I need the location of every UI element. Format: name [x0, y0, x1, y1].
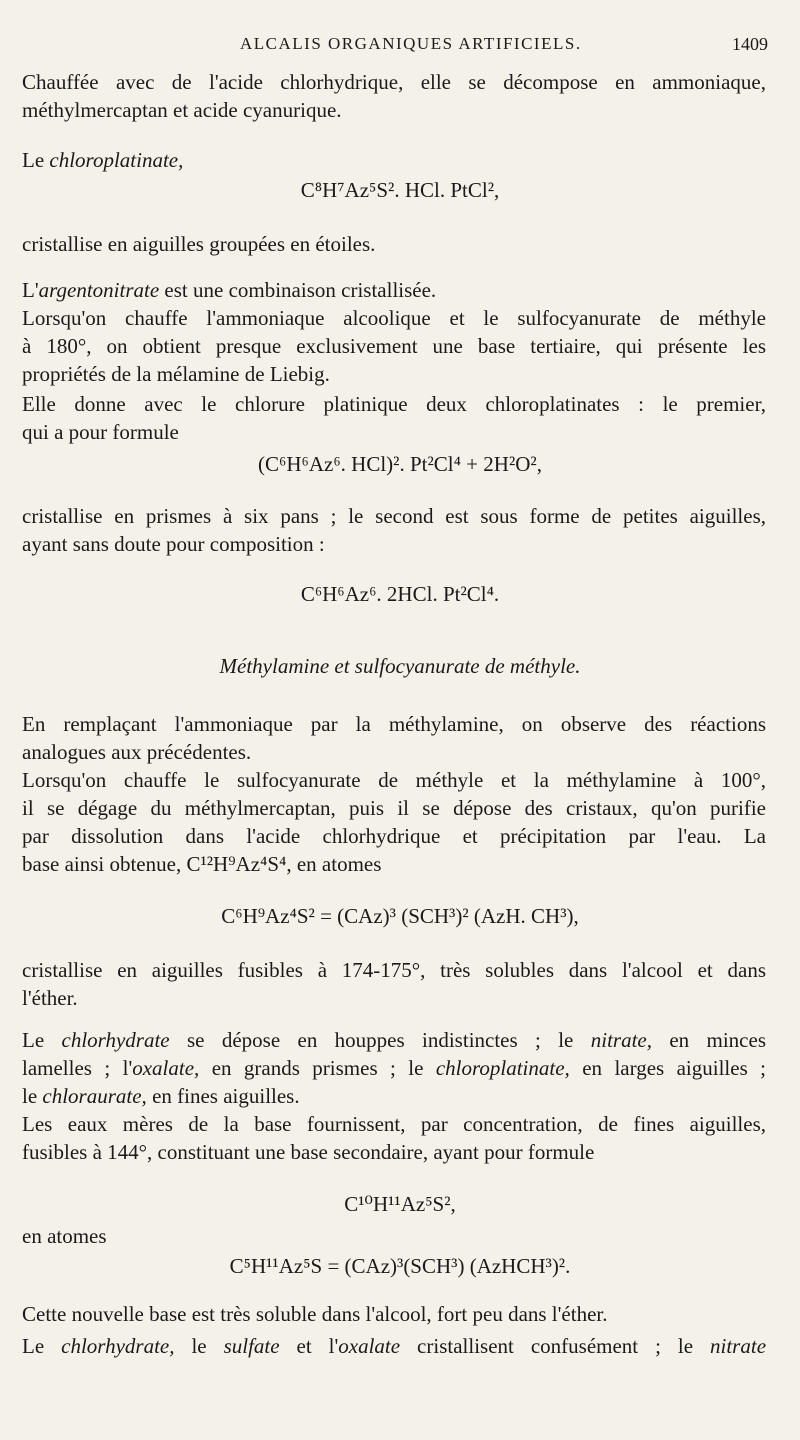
formula: (C⁶H⁶Az⁶. HCl)². Pt²Cl⁴ + 2H²O², — [258, 452, 542, 476]
formula: C⁵H¹¹Az⁵S = (CAz)³(SCH³) (AzHCH³)². — [229, 1254, 571, 1278]
italic-term: chloroplatinate, — [435, 1056, 570, 1080]
text-line: l'éther. — [22, 986, 78, 1010]
text-span: le — [22, 1084, 43, 1108]
italic-term: chlorhydrate — [61, 1028, 170, 1052]
text-span: Le — [22, 1028, 62, 1052]
text-line: en atomes — [22, 1224, 107, 1248]
text-line: Lorsqu'on chauffe le sulfocyanurate de méthyle et la méthylamine à 100°, — [22, 768, 766, 792]
text-line: à 180°, on obtient presque exclusivement une base tertiaire, qui présente les — [22, 334, 766, 358]
text-span: en grands prismes ; le — [199, 1056, 436, 1080]
text-line: cristallise en prismes à six pans ; le second est sous forme de petites aiguilles, — [22, 504, 766, 528]
italic-term: nitrate, — [590, 1028, 652, 1052]
text-span: L' — [22, 278, 39, 302]
text-line: fusibles à 144°, constituant une base secondaire, ayant pour formule — [22, 1140, 595, 1164]
italic-term: oxalate, — [132, 1056, 200, 1080]
formula: C¹⁰H¹¹Az⁵S², — [344, 1192, 456, 1216]
text-line: par dissolution dans l'acide chlorhydrique et précipitation par l'eau. La — [22, 824, 766, 848]
text-span: cristallisent confusément ; le — [400, 1334, 711, 1358]
italic-term: oxalate — [338, 1334, 401, 1358]
text-span: Le — [22, 1334, 62, 1358]
text-line: Cette nouvelle base est très soluble dans l'alcool, fort peu dans l'éther. — [22, 1302, 608, 1326]
page-header — [0, 34, 800, 58]
italic-term: argentonitrate — [38, 278, 160, 302]
text-line: cristallise en aiguilles fusibles à 174-175°, très solubles dans l'alcool et dans — [22, 958, 766, 982]
page-number: 1409 — [732, 34, 768, 54]
text-line: base ainsi obtenue, C¹²H⁹Az⁴S⁴, en atomes — [22, 852, 382, 876]
formula: C⁸H⁷Az⁵S². HCl. PtCl², — [300, 178, 500, 202]
text-line: Chauffée avec de l'acide chlorhydrique, elle se décompose en ammoniaque, — [22, 70, 766, 94]
italic-term: chloroplatinate, — [49, 148, 184, 172]
text-span: le — [174, 1334, 224, 1358]
text-line — [22, 1332, 766, 1360]
formula: C⁶H⁶Az⁶. 2HCl. Pt²Cl⁴. — [300, 582, 500, 606]
text-line: En remplaçant l'ammoniaque par la méthylamine, on observe des réactions — [22, 712, 766, 736]
text-span: en fines aiguilles. — [146, 1084, 300, 1108]
text-line: Les eaux mères de la base fournissent, par concentration, de fines aiguilles, — [22, 1112, 766, 1136]
italic-term: nitrate — [710, 1334, 767, 1358]
text-line: Lorsqu'on chauffe l'ammoniaque alcoolique et le sulfocyanurate de méthyle — [22, 306, 766, 330]
text-line: cristallise en aiguilles groupées en étoiles. — [22, 232, 376, 256]
italic-term: chlorhydrate, — [61, 1334, 175, 1358]
text-line: ayant sans doute pour composition : — [22, 532, 325, 556]
text-span: en larges aiguilles ; — [569, 1056, 766, 1080]
text-line: analogues aux précédentes. — [22, 740, 252, 764]
text-line: méthylmercaptan et acide cyanurique. — [22, 98, 342, 122]
text-line — [22, 1082, 766, 1110]
text-span: se dépose en houppes indistinctes ; le — [169, 1028, 591, 1052]
text-line — [22, 146, 766, 174]
italic-term: sulfate — [223, 1334, 280, 1358]
section-title: Méthylamine et sulfocyanurate de méthyle. — [219, 654, 581, 678]
text-line — [22, 1054, 766, 1082]
text-line: propriétés de la mélamine de Liebig. — [22, 362, 330, 386]
text-line: qui a pour formule — [22, 420, 179, 444]
italic-term: chloraurate, — [42, 1084, 147, 1108]
text-span: est une combinaison cristallisée. — [159, 278, 437, 302]
text-line: il se dégage du méthylmercaptan, puis il se dépose des cristaux, qu'on purifie — [22, 796, 766, 820]
text-line — [22, 1026, 766, 1054]
text-span: et l' — [279, 1334, 339, 1358]
text-span: en minces — [651, 1028, 766, 1052]
text-span: lamelles ; l' — [22, 1056, 133, 1080]
formula: C⁶H⁹Az⁴S² = (CAz)³ (SCH³)² (AzH. CH³), — [221, 904, 579, 928]
text-line: Elle donne avec le chlorure platinique deux chloroplatinates : le premier, — [22, 392, 766, 416]
text-span: Le — [22, 148, 50, 172]
running-title: ALCALIS ORGANIQUES ARTIFICIELS. — [240, 34, 582, 53]
text-line — [22, 276, 766, 304]
